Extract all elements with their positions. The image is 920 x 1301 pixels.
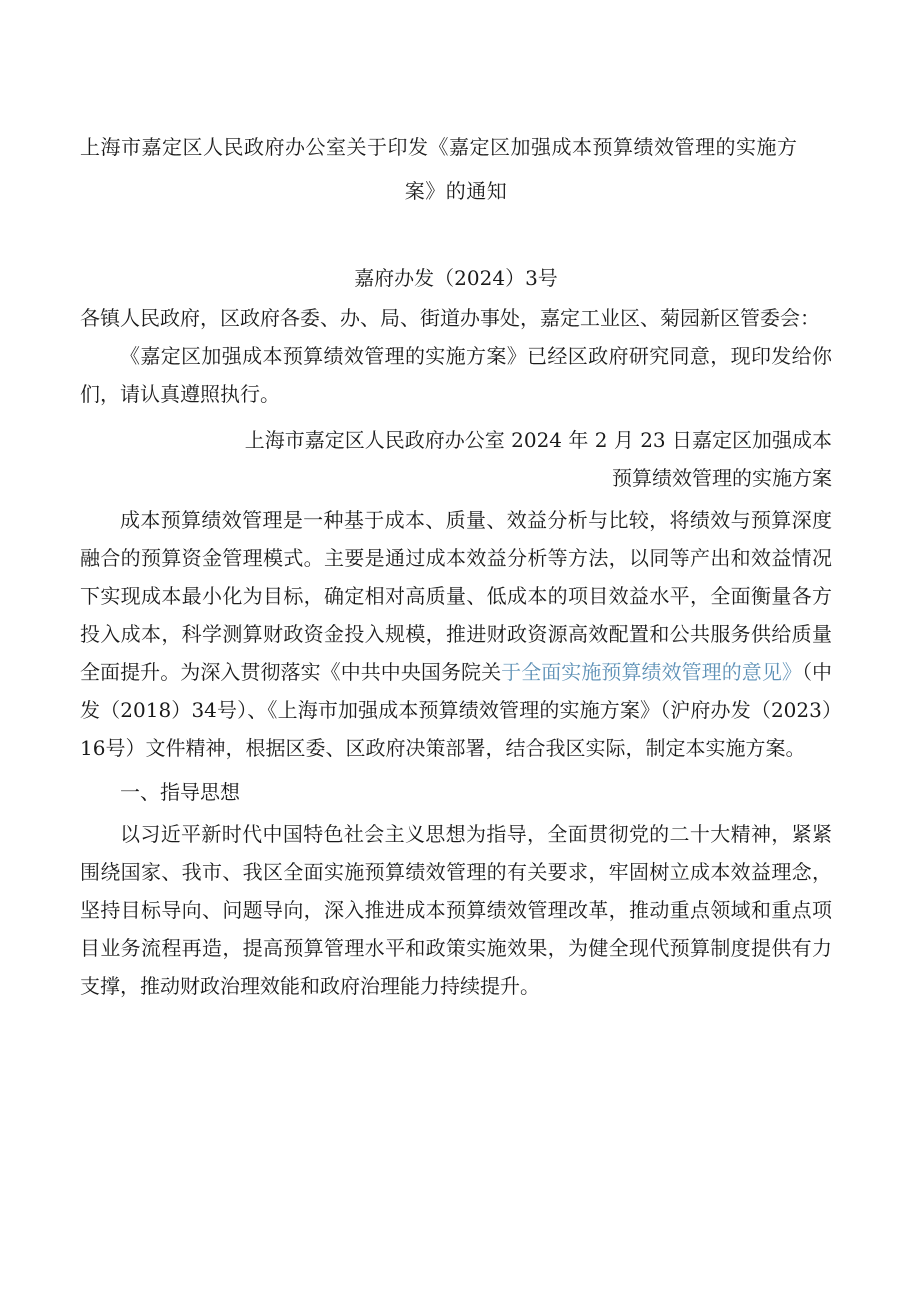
section-1-body: 以习近平新时代中国特色社会主义思想为指导，全面贯彻党的二十大精神，紧紧围绕国家、我市、我区全面实施预算绩效管理的有关要求，牢固树立成本效益理念，坚持目标导向、问题导向，深入推进成本预算绩效管理改革，推动重点领域和重点项目业务流程再造，提高预算管理水平和政策实施效果，为健全现代预算制度提供有力支撑，推动财政治理效能和政府治理能力持续提升。: [80, 822, 832, 998]
intro-paragraph: [80, 501, 832, 767]
document-title-line-2: 案》的通知: [404, 179, 508, 203]
document-page: [80, 125, 832, 1005]
notice-body: 《嘉定区加强成本预算绩效管理的实施方案》已经区政府研究同意，现印发给你们，请认真遵照执行。: [80, 344, 832, 406]
policy-link[interactable]: 于全面实施预算绩效管理的意见》: [501, 660, 802, 684]
signature-line-2: 预算绩效管理的实施方案: [612, 466, 832, 490]
document-number: 嘉府办发（2024）3号: [354, 266, 558, 290]
document-title-line-1: 上海市嘉定区人民政府办公室关于印发《嘉定区加强成本预算绩效管理的实施方: [80, 135, 798, 159]
intro-text-2: （中发（2018）34号）、《上海市加强成本预算绩效管理的实施方案》（沪府办发（2023）16号）文件精神，根据区委、区政府决策部署，结合我区实际，制定本实施方案。: [80, 660, 833, 760]
intro-text-1: 成本预算绩效管理是一种基于成本、质量、效益分析与比较，将绩效与预算深度融合的预算资金管理模式。主要是通过成本效益分析等方法，以同等产出和效益情况下实现成本最小化为目标，确定相对高质量、低成本的项目效益水平，全面衡量各方投入成本，科学测算财政资金投入规模，推进财政资源高效配置和公共服务供给质量全面提升。为深入贯彻落实《中共中央国务院关: [80, 508, 832, 684]
recipients: 各镇人民政府，区政府各委、办、局、街道办事处，嘉定工业区、菊园新区管委会：: [80, 306, 820, 330]
section-1-heading: 一、指导思想: [120, 780, 240, 804]
signature-line-1: 上海市嘉定区人民政府办公室 2024 年 2 月 23 日嘉定区加强成本: [244, 428, 832, 452]
